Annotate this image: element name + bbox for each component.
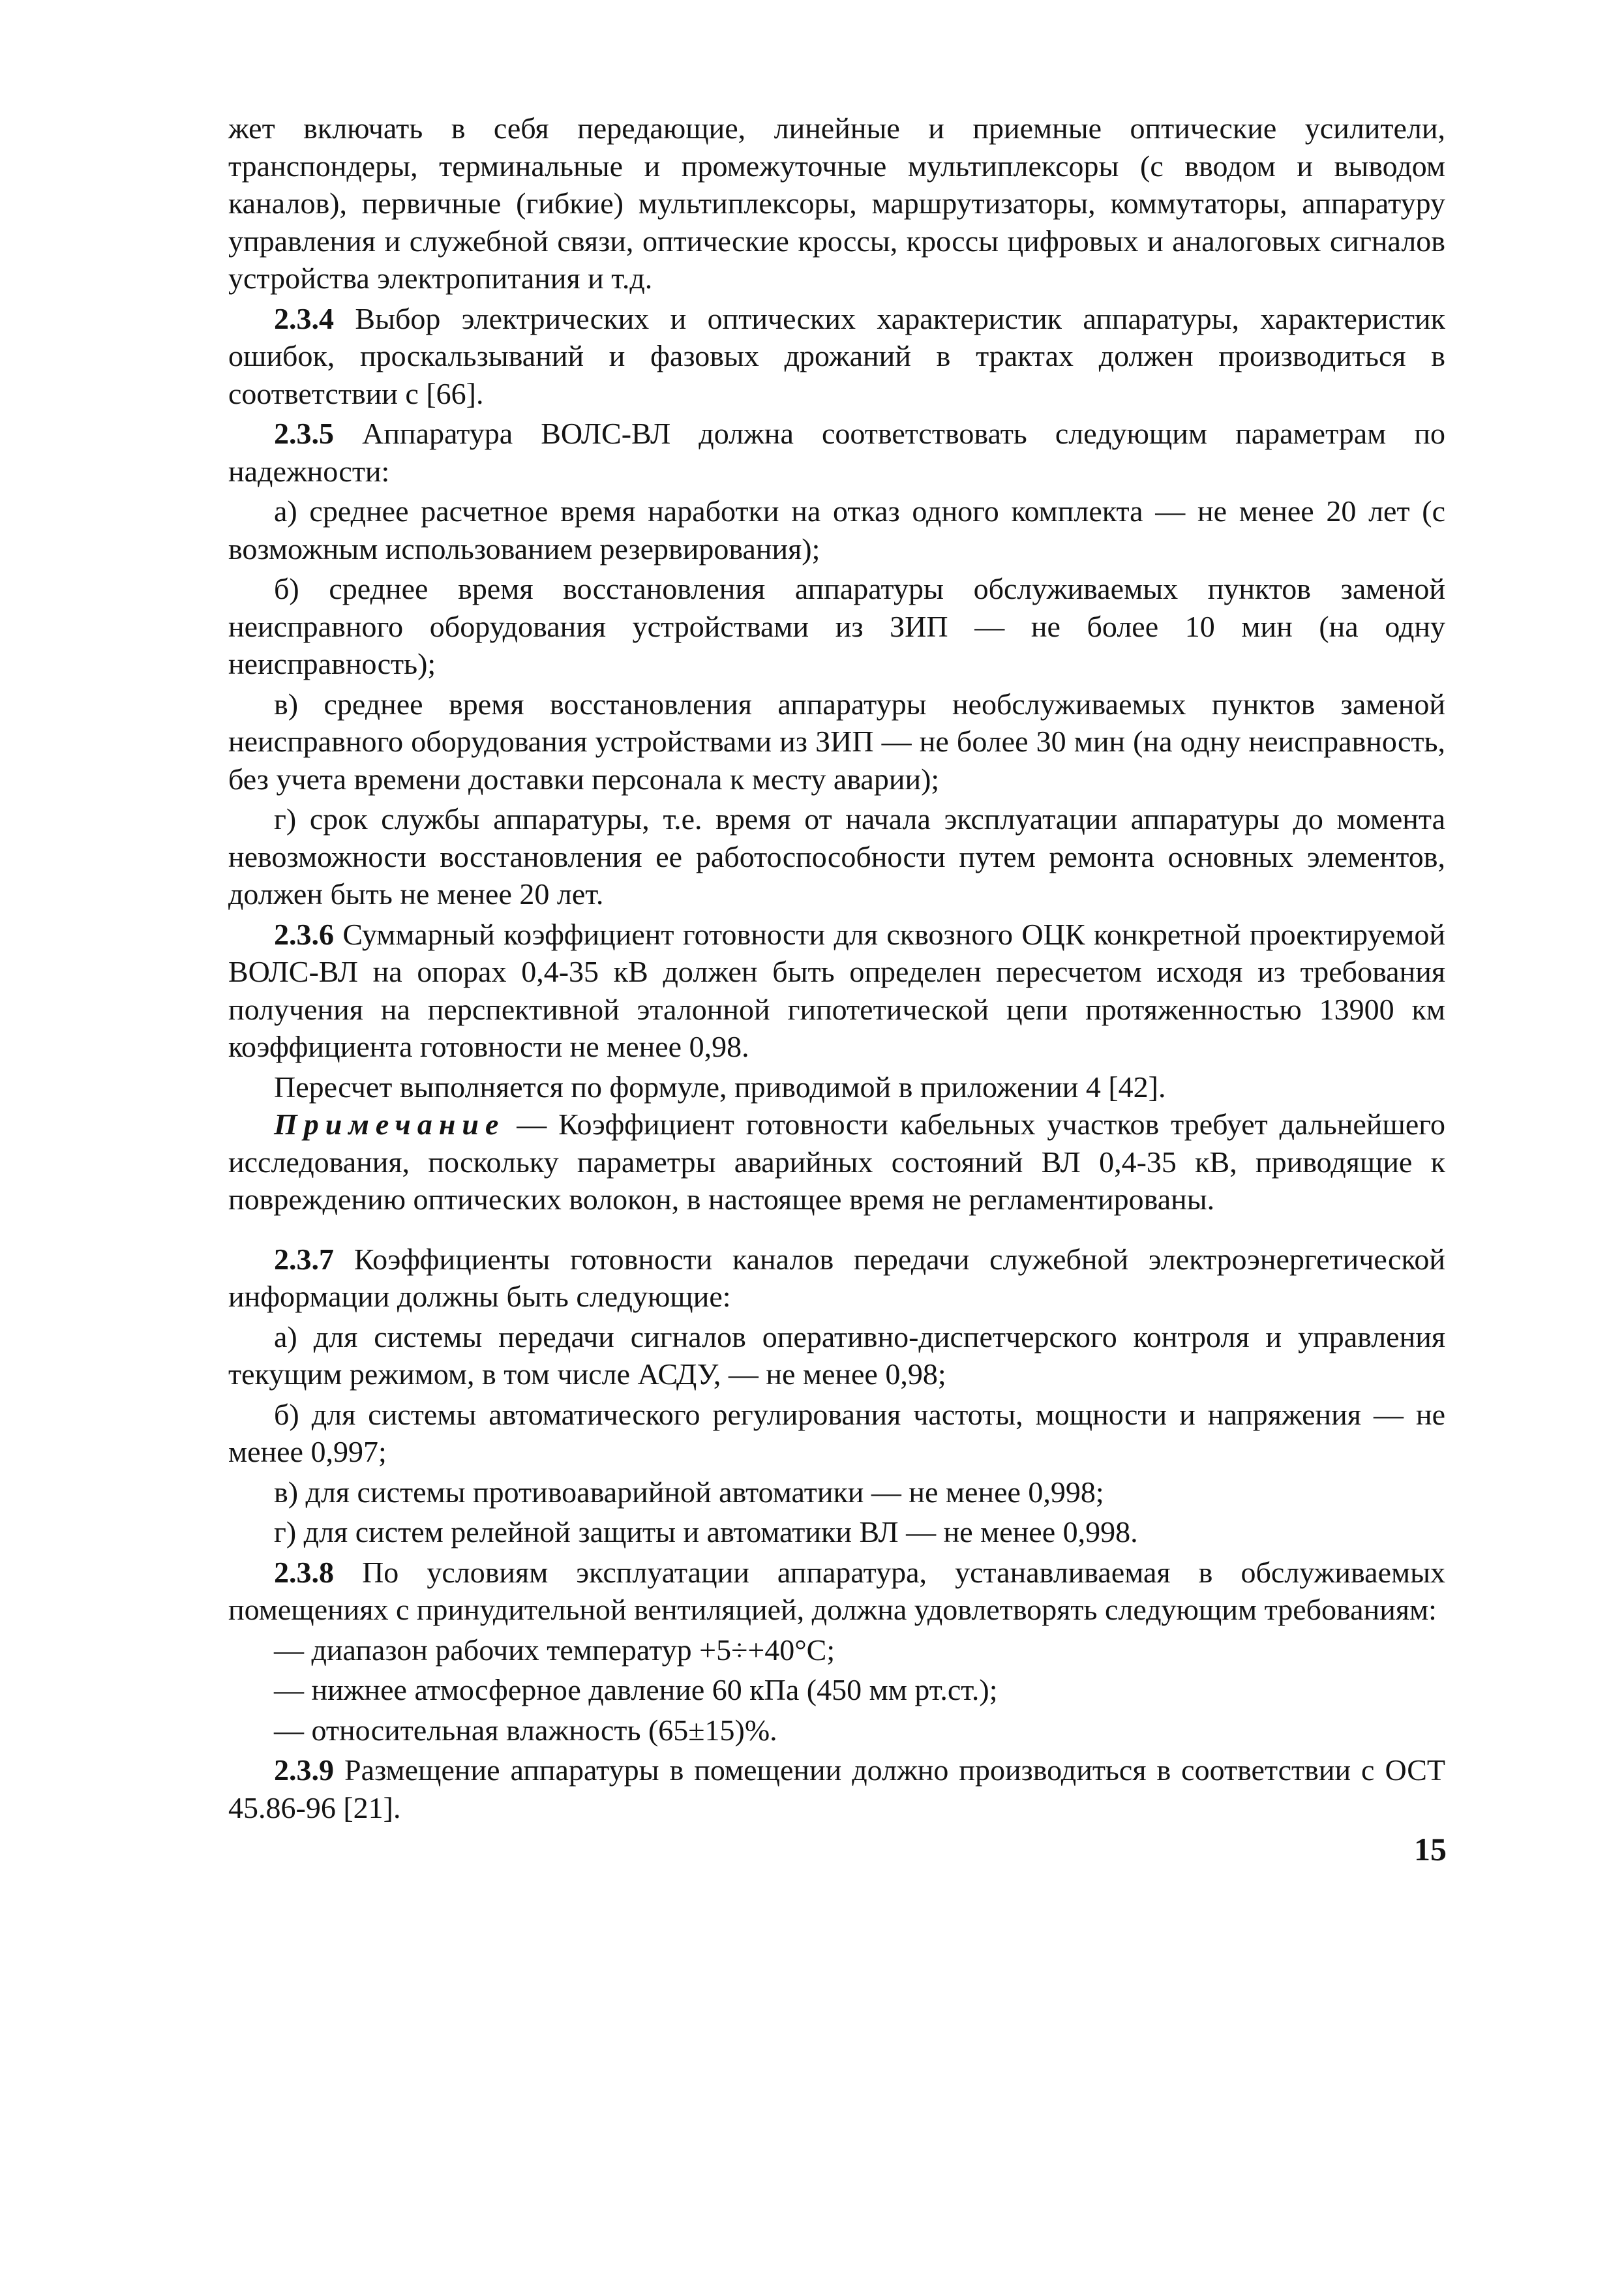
paragraph-text: — относительная влажность (65±15)%. xyxy=(274,1713,777,1747)
section-number: 2.3.5 xyxy=(274,417,334,450)
list-item-v xyxy=(228,1473,1445,1511)
paragraph-text: — нижнее атмосферное давление 60 кПа (450 мм рт.ст.); xyxy=(274,1673,998,1706)
section-2-3-9 xyxy=(228,1751,1445,1826)
list-item-v xyxy=(228,686,1445,798)
paragraph-text: Размещение аппаратуры в помещении должно производиться в соответствии с ОСТ 45.86-96 [21]. xyxy=(228,1753,1446,1824)
paragraph-text: жет включать в себя передающие, линейные и приемные оптические усилители, транспондеры, терминальные и промежуточные мультиплексоры (с вводом и выводом каналов), первичные (гибкие) мультиплексоры, маршрутизаторы, коммутаторы, аппаратуру управления и служебной связи, оптические кроссы, кроссы цифровых и аналоговых сигналов устройства электропитания и т.д. xyxy=(228,112,1445,295)
section-number: 2.3.9 xyxy=(274,1753,334,1787)
section-number: 2.3.7 xyxy=(274,1242,334,1276)
dash-item-humidity xyxy=(228,1712,1445,1749)
section-number: 2.3.6 xyxy=(274,917,334,951)
paragraph-text: в) для системы противоаварийной автоматики — не менее 0,998; xyxy=(274,1475,1104,1509)
list-item-g xyxy=(228,1513,1445,1551)
paragraph-text: Аппаратура ВОЛС-ВЛ должна соответствовать следующим параметрам по надежности: xyxy=(228,417,1445,488)
paragraph-text: г) для систем релейной защиты и автоматики ВЛ — не менее 0,998. xyxy=(274,1515,1138,1548)
section-number: 2.3.4 xyxy=(274,301,334,335)
paragraph-text: Коэффициенты готовности каналов передачи служебной электроэнергетической информации должны быть следующие: xyxy=(228,1242,1445,1313)
list-item-g xyxy=(228,800,1445,913)
section-2-3-6 xyxy=(228,916,1445,1066)
paragraph-text: а) для системы передачи сигналов оперативно-диспетчерского контроля и управления текущим режимом, в том числе АСДУ, — не менее 0,98; xyxy=(228,1320,1445,1391)
paragraph-text: г) срок службы аппаратуры, т.е. время от начала эксплуатации аппаратуры до момента невозможности восстановления ее работоспособности путем ремонта основных элементов, должен быть не менее 20 лет. xyxy=(228,802,1445,911)
paragraph-text: а) среднее расчетное время наработки на отказ одного комплекта — не менее 20 лет (с возможным использованием резервирования); xyxy=(228,494,1445,566)
section-2-3-4 xyxy=(228,300,1445,413)
paragraph-text: Суммарный коэффициент готовности для сквозного ОЦК конкретной проектируемой ВОЛС-ВЛ на опорах 0,4-35 кВ должен быть определен пересчетом исходя из требования получения на перспективной эталонной гипотетической цепи протяженностью 13900 км коэффициента готовности не менее 0,98. xyxy=(228,917,1445,1063)
paragraph-continuation xyxy=(228,110,1445,297)
list-item-a xyxy=(228,1318,1445,1393)
body-text xyxy=(228,110,1445,1826)
paragraph-text: Выбор электрических и оптических характеристик аппаратуры, характеристик ошибок, проскальзываний и фазовых дрожаний в трактах должен производиться в соответствии с [66]. xyxy=(228,301,1445,410)
section-number: 2.3.8 xyxy=(274,1555,334,1589)
section-2-3-5 xyxy=(228,415,1445,490)
list-item-b xyxy=(228,1396,1445,1471)
page-number: 15 xyxy=(1414,1831,1447,1867)
paragraph-text: в) среднее время восстановления аппаратуры необслуживаемых пунктов заменой неисправного оборудования устройствами из ЗИП — не более 30 мин (на одну неисправность, без учета времени доставки персонала к месту аварии); xyxy=(228,687,1445,796)
paragraph-text: б) среднее время восстановления аппаратуры обслуживаемых пунктов заменой неисправного оборудования устройствами из ЗИП — не более 10 мин (на одну неисправность); xyxy=(228,572,1445,680)
paragraph-text: По условиям эксплуатации аппаратура, устанавливаемая в обслуживаемых помещениях с принудительной вентиляцией, должна удовлетворять следующим требованиям: xyxy=(228,1555,1445,1626)
section-2-3-7 xyxy=(228,1241,1445,1316)
paragraph-recalculation xyxy=(228,1068,1445,1106)
dash-item-pressure xyxy=(228,1671,1445,1709)
note-text: — Коэффициент готовности кабельных участков требует дальнейшего исследования, поскольку параметры аварийных состояний ВЛ 0,4-35 кВ, приводящие к повреждению оптических волокон, в настоящее время не регламентированы. xyxy=(228,1108,1445,1216)
note-block xyxy=(228,1106,1445,1218)
paragraph-text: — диапазон рабочих температур +5÷+40°С; xyxy=(274,1633,835,1667)
list-item-b xyxy=(228,570,1445,683)
dash-item-temperature xyxy=(228,1631,1445,1669)
paragraph-text: б) для системы автоматического регулирования частоты, мощности и напряжения — не менее 0,997; xyxy=(228,1397,1445,1468)
note-label: Примечание xyxy=(274,1108,505,1141)
paragraph-text: Пересчет выполняется по формуле, приводимой в приложении 4 [42]. xyxy=(274,1070,1166,1104)
section-2-3-8 xyxy=(228,1554,1445,1629)
list-item-a xyxy=(228,492,1445,567)
